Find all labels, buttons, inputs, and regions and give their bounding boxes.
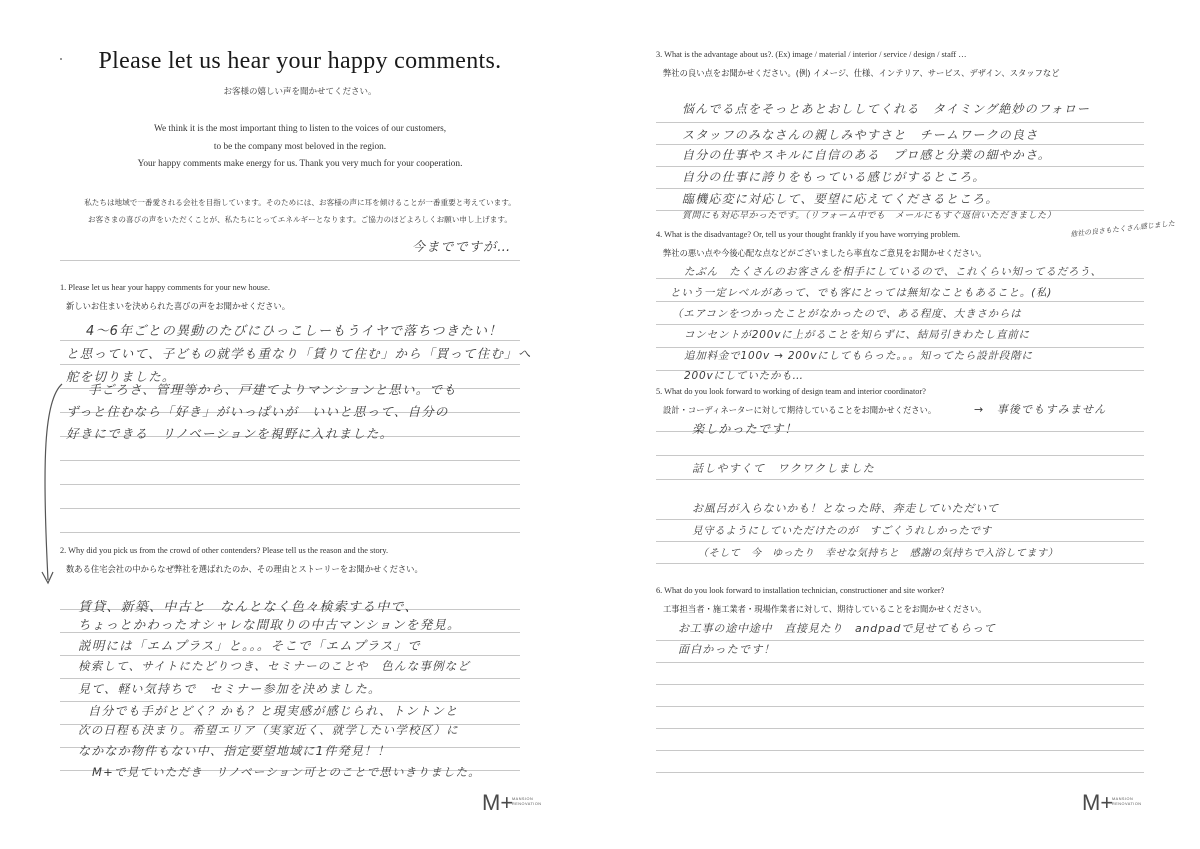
rule-line (60, 678, 520, 679)
rule-line (60, 364, 520, 365)
q6-english: 6. What do you look forward to installation technician, constructioner and site worker? (656, 586, 945, 595)
intro-ja-line: 私たちは地域で一番愛される会社を目指しています。そのためには、お客様の声に耳を傾けることが一番重要と考えています。 (84, 198, 516, 207)
rule-line (60, 532, 520, 533)
q4-english: 4. What is the disadvantage? Or, tell us your thought frankly if you have worrying problem. (656, 230, 961, 239)
q1-english: 1. Please let us hear your happy comments for your new house. (60, 283, 270, 292)
rule-line (656, 563, 1144, 564)
rule-line (656, 144, 1144, 145)
right-page (600, 0, 1200, 849)
q1-answer-line: 好きにできる リノベーションを視野に入れました。 (66, 426, 394, 441)
rule-line (656, 301, 1144, 302)
q1-answer-line: 4〜6年ごとの異動のたびにひっこしーもうイヤで落ちつきたい！ (86, 324, 503, 339)
q4-answer-line: （エアコンをつかったことがなかったので、ある程度、大きさからは (672, 308, 1022, 320)
q2-answer-line: 検索して、サイトにたどりつき、セミナーのことや 色んな事例など (78, 659, 471, 673)
q1-answer-line: 舵を切りました。 (66, 369, 176, 384)
q3-answer-line: 自分の仕事やスキルに自信のある プロ感と分業の細やかさ。 (682, 148, 1052, 162)
q4-answer-line: コンセントが200vに上がることを知らずに、結局引きわたし直前に (684, 329, 1030, 341)
q2-english: 2. Why did you pick us from the crowd of other contenders? Please tell us the reason and the story. (60, 546, 389, 555)
rule-line (656, 684, 1144, 685)
rule-line (656, 728, 1144, 729)
q2-answer-line: 賃貸、新築、中古と なんとなく色々検索する中で、 (78, 600, 419, 615)
rule-line (656, 541, 1144, 542)
intro-en-line: We think it is the most important thing to listen to the voices of our customers, (153, 124, 447, 134)
logo-subtext (512, 797, 542, 807)
q4-answer-line: たぶん たくさんのお客さんを相手にしているので、これくらい知ってるだろう、 (684, 266, 1102, 278)
logo-subtext (1112, 797, 1142, 807)
logo-subtext-line: RENOVATION (512, 802, 542, 806)
q3-answer-line: 質問にも対応早かったです。（リフォーム中でも メールにもすぐ返信いただきました） (682, 211, 1057, 221)
q5-answer-line: 楽しかったです！ (692, 422, 798, 436)
handwritten-arrow (38, 380, 68, 590)
q5-english: 5. What do you look forward to working of design team and interior coordinator? (656, 387, 926, 396)
rule-line (60, 460, 520, 461)
q2-answer-line: 説明には「エムプラス」と。。。そこで「エムプラス」で (78, 638, 421, 653)
q4-japanese: 弊社の悪い点や今後心配な点などがございましたら率直なご意見をお聞かせください。 (663, 248, 987, 258)
rule-line (656, 706, 1144, 707)
q6-answer-line: お工事の途中途中 直接見たり andpadで見せてもらって (678, 622, 996, 635)
rule-line (656, 122, 1144, 123)
q5-answer-line: 見守るようにしていただけたのが すごくうれしかったです (692, 525, 992, 537)
q1-answer-line: ずっと住むなら「好き」がいっぱいが いいと思って、自分の (66, 404, 449, 419)
form-subtitle: お客様の嬉しい声を聞かせてください。 (223, 87, 377, 97)
q3-side-note: 他社の良さもたくさん感じました (1069, 219, 1176, 239)
q2-answer-line: ちょっとかわったオシャレな間取りの中古マンションを発見。 (78, 617, 461, 632)
q2-answer-line: 自分でも手がとどく？かも？と現実感が感じられ、トントンと (88, 704, 459, 718)
q4-answer-line: という一定レベルがあって、でも客にとっては無知なこともあること。(私) (670, 287, 1053, 299)
q3-answer-line: 悩んでる点をそっとあとおししてくれる タイミング絶妙のフォロー (682, 102, 1091, 116)
q2-answer-line: M+で見ていただき リノベーション可とのことで思いきりました。 (92, 765, 481, 779)
logo-subtext-line: MANSION (512, 797, 534, 801)
company-logo: M+ (482, 790, 514, 815)
logo-subtext-line: RENOVATION (1112, 802, 1142, 806)
q5-answer-line: お風呂が入らないかも！となった時、奔走していただいて (692, 502, 999, 515)
rule-line (656, 166, 1144, 167)
q3-answer-line: 臨機応変に対応して、要望に応えてくださるところ。 (682, 192, 999, 206)
q3-answer-line: 自分の仕事に誇りをもっている感じがするところ。 (682, 170, 986, 184)
intro-en-line: to be the company most beloved in the region. (213, 141, 387, 152)
q2-answer-line: なかなか物件もない中、指定要望地域に1件発見！！ (78, 744, 391, 758)
intro-handwritten-note: 今までですが… (412, 240, 512, 255)
rule-line (656, 750, 1144, 751)
intro-english (0, 121, 600, 174)
rule-line (656, 324, 1144, 325)
q4-answer-line: 200vにしていたかも… (684, 370, 804, 382)
q1-answer-line: と思っていて、子どもの就学も重なり「賃りて住む」から「買って住む」へ (66, 346, 532, 361)
q5-answer-line: （そして 今 ゆったり 幸せな気持ちと 感謝の気持ちで入浴してます） (698, 548, 1059, 559)
rule-line (60, 340, 520, 341)
rule-line (60, 260, 520, 261)
rule-line (60, 655, 520, 656)
q3-english: 3. What is the advantage about us?. (Ex) image / material / interior / service / design / staff … (656, 50, 967, 59)
company-logo: M+ (1082, 790, 1114, 815)
intro-japanese (0, 194, 600, 228)
q3-japanese: 弊社の良い点をお聞かせください。(例) イメージ、仕様、インテリア、サービス、デザイン、スタッフなど (663, 68, 1060, 78)
q5-japanese: 設計・コーディネーターに対して期待していることをお聞かせください。 (663, 405, 937, 415)
rule-line (656, 772, 1144, 773)
intro-en-line: Your happy comments make energy for us. Thank you very much for your cooperation. (137, 159, 463, 169)
q4-answer-line: 追加料金で100v → 200vにしてもらった。。。知ってたら設計段階に (684, 350, 1033, 362)
q5-note: → 事後でもすみません (974, 403, 1107, 416)
q6-answer-line: 面白かったです！ (678, 643, 776, 656)
rule-line (656, 519, 1144, 520)
q6-japanese: 工事担当者・施工業者・現場作業者に対して、期待していることをお聞かせください。 (663, 604, 987, 614)
q2-answer-line: 見て、軽い気持ちで セミナー参加を決めました。 (78, 682, 382, 696)
q1-answer-line: 手ごろさ、管理等から、戸建てよりマンションと思い。でも (88, 382, 457, 397)
logo-subtext-line: MANSION (1112, 797, 1134, 801)
rule-line (656, 188, 1144, 189)
q2-japanese: 数ある住宅会社の中からなぜ弊社を選ばれたのか、その理由とストーリーをお聞かせください。 (66, 564, 423, 574)
rule-line (60, 484, 520, 485)
rule-line (656, 455, 1144, 456)
form-title: Please let us hear your happy comments. (98, 48, 502, 74)
q5-answer-line: 話しやすくて ワクワクしました (692, 462, 875, 475)
q1-japanese: 新しいお住まいを決められた喜びの声をお聞かせください。 (66, 301, 291, 311)
intro-ja-line: お客さまの喜びの声をいただくことが、私たちにとってエネルギーとなります。ご協力のほどよろしくお願い申し上げます。 (88, 215, 512, 224)
rule-line (60, 508, 520, 509)
q2-answer-line: 次の日程も決まり。希望エリア（実家近く、就学したい学校区）に (78, 723, 459, 737)
q3-answer-line: スタッフのみなさんの親しみやすさと チームワークの良さ (682, 128, 1039, 142)
rule-line (656, 479, 1144, 480)
rule-line (656, 662, 1144, 663)
